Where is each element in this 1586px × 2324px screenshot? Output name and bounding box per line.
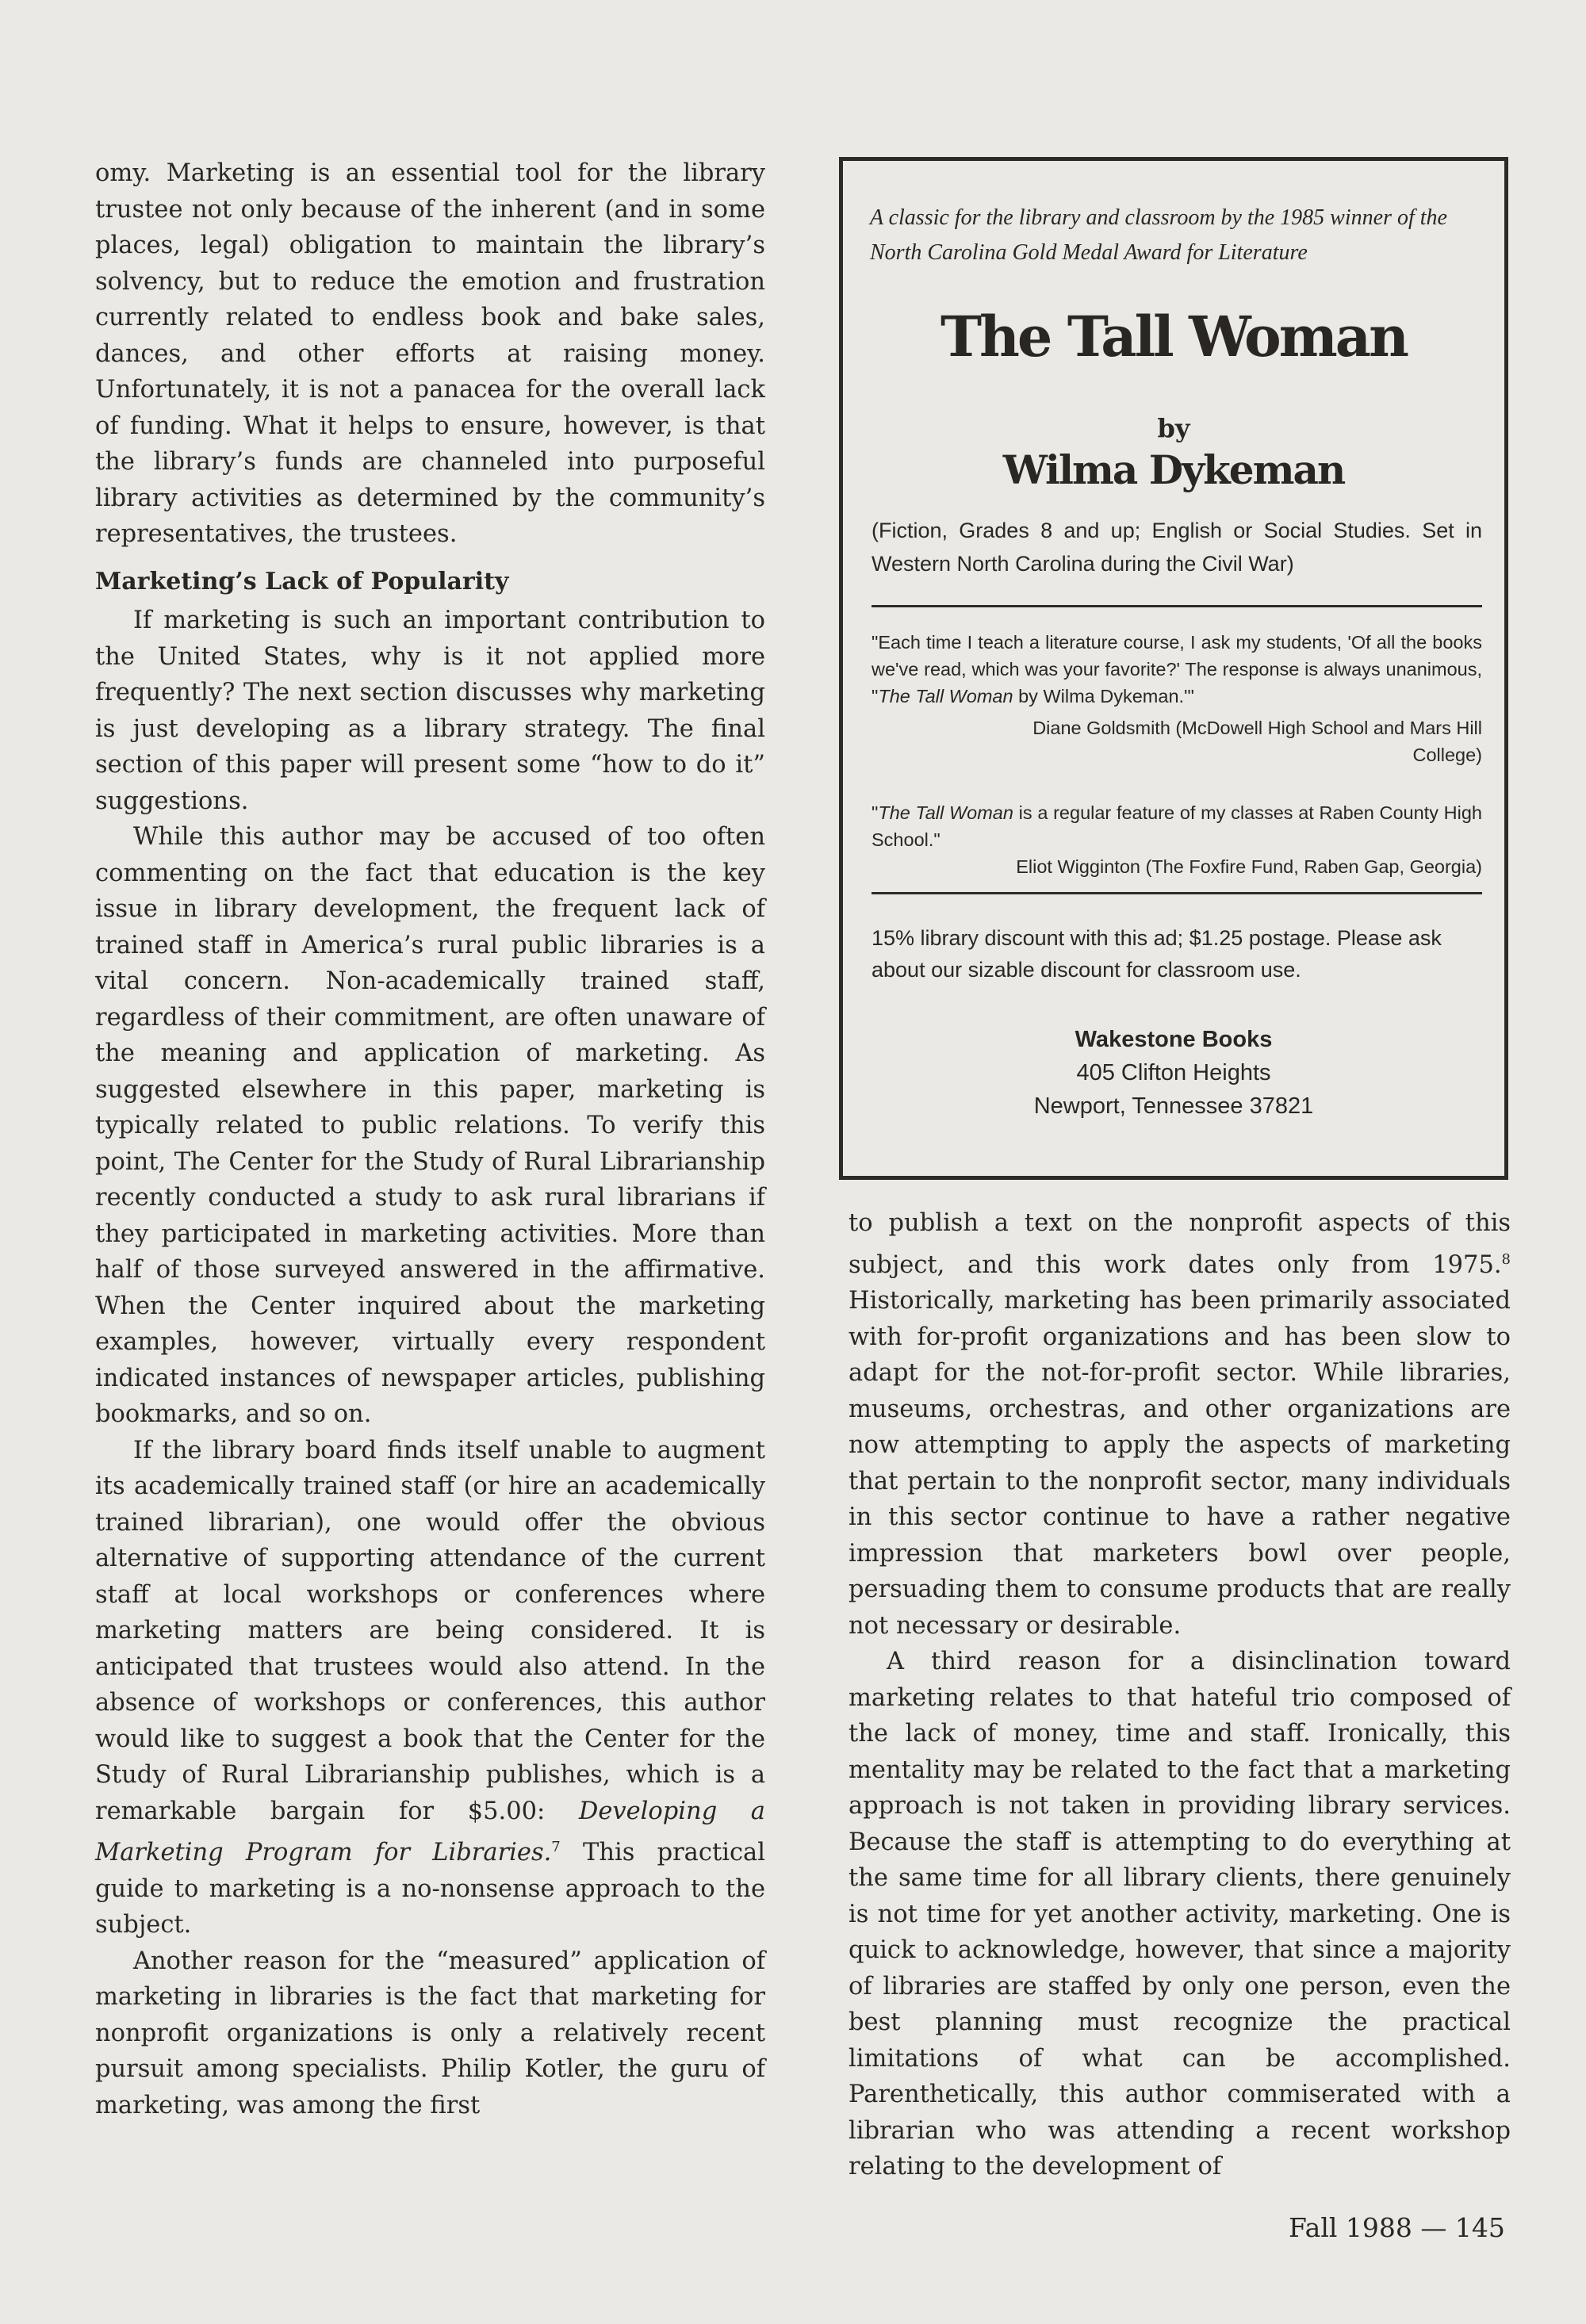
- footnote-ref: 7: [551, 1839, 561, 1855]
- divider: [872, 892, 1482, 894]
- paragraph-text: If the library board finds itself unable to augment its academically trained staff (or hire an academically trained librarian), one would offer the obvious alternative of supporting attendance of the current staff at local workshops or conferences where marketing matters are being considered. It is anticipated that trustees would also attend. In the absence of workshops or conferences, this author would like to suggest a book that the Center for the Study of Rural Librarianship publishes, which is a remarkable bargain for $5.00:: [95, 1436, 765, 1825]
- quote-text: ": [872, 802, 879, 823]
- paragraph-text: to publish a text on the nonprofit aspects of this subject, and this work dates only from 1975.: [849, 1209, 1511, 1279]
- book-advertisement: [839, 157, 1508, 1180]
- paragraph: omy. Marketing is an essential tool for the library trustee not only because of the inherent (and in some places, legal) obligation to maintain the library’s solvency, but to reduce the emotion and frustration currently related to endless book and bake sales, dances, and other efforts at raising money. Unfortunately, it is not a panacea for the overall lack of funding. What it helps to ensure, however, is that the library’s funds are channeled into purposeful library activities as determined by the community’s representatives, the trustees.: [95, 159, 765, 548]
- paragraph: If marketing is such an important contribution to the United States, why is it not applied more frequently? The next section discusses why marketing is just developing as a library strategy. The final section of this paper will present some “how to do it” suggestions.: [95, 607, 765, 815]
- quote-attribution: Eliot Wigginton (The Foxfire Fund, Raben Gap, Georgia): [1016, 856, 1482, 877]
- ad-discount: 15% library discount with this ad; $1.25 postage. Please ask about our sizable discount for classroom use.: [872, 926, 1442, 982]
- testimonial: [872, 629, 1482, 768]
- publisher-address: 405 Clifton Heights: [1076, 1060, 1271, 1085]
- left-column: [95, 155, 765, 2123]
- paragraph-text: This practical guide to marketing is a no-nonsense approach to the subject.: [95, 1839, 765, 1939]
- publisher-city: Newport, Tennessee 37821: [1033, 1093, 1314, 1119]
- ad-by: by: [1157, 413, 1190, 443]
- quote-book-title: The Tall Woman: [878, 686, 1013, 706]
- quote-attribution: Diane Goldsmith (McDowell High School and Mars Hill College): [1032, 718, 1482, 765]
- ad-description: (Fiction, Grades 8 and up; English or Social Studies. Set in Western North Carolina during the Civil War): [872, 519, 1482, 576]
- right-column: [849, 1205, 1511, 2185]
- divider: [872, 605, 1482, 607]
- ad-author: Wilma Dykeman: [1002, 446, 1345, 493]
- paragraph: While this author may be accused of too often commenting on the fact that education is the key issue in library development, the frequent lack of trained staff in America’s rural public libraries is a vital concern. Non-academically trained staff, regardless of their commitment, are often unaware of the meaning and application of marketing. As suggested elsewhere in this paper, marketing is typically related to public relations. To verify this point, The Center for the Study of Rural Librarianship recently conducted a study to ask rural librarians if they participated in marketing activities. More than half of those surveyed answered in the affirmative. When the Center inquired about the marketing examples, however, virtually every respondent indicated instances of newspaper articles, publishing bookmarks, and so on.: [95, 823, 765, 1428]
- paragraph: A third reason for a disinclination toward marketing relates to that hateful trio composed of the lack of money, time and staff. Ironically, this mentality may be related to the fact that a marketing approach is not taken in providing library services. Because the staff is attempting to do everything at the same time for all library clients, there genuinely is not time for yet another activity, marketing. One is quick to acknowledge, however, that since a majority of libraries are staffed by only one person, even the best planning must recognize the practical limitations of what can be accomplished. Parenthetically, this author commiserated with a librarian who was attending a recent workshop relating to the development of: [849, 1648, 1511, 2181]
- book-title: Developing a Marketing Program for Libraries.: [95, 1797, 765, 1867]
- ad-book-title: The Tall Woman: [940, 304, 1408, 369]
- ad-lead: A classic for the library and classroom by the 1985 winner of the North Carolina Gold Medal Award for Literature: [870, 205, 1447, 265]
- quote-text: by Wilma Dykeman.'": [1013, 686, 1194, 706]
- paragraph: Another reason for the “measured” application of marketing in libraries is the fact that marketing for nonprofit organizations is only a relatively recent pursuit among specialists. Philip Kotler, the guru of marketing, was among the first: [95, 1947, 765, 2119]
- testimonial: [872, 799, 1482, 880]
- quote-book-title: The Tall Woman: [878, 802, 1013, 823]
- ad-publisher: [843, 1023, 1504, 1123]
- paragraph: [95, 1433, 765, 1943]
- paragraph-text: Historically, marketing has been primarily associated with for-profit organizations and has been slow to adapt for the not-for-profit sector. While libraries, museums, orchestras, and other organizations are now attempting to apply the aspects of marketing that pertain to the nonprofit sector, many individuals in this sector continue to have a rather negative impression that marketers bowl over people, persuading them to consume products that are really not necessary or desirable.: [849, 1287, 1511, 1640]
- page-footer: Fall 1988 — 145: [1289, 2212, 1505, 2243]
- footnote-ref: 8: [1501, 1250, 1511, 1268]
- quote-text: "Each time I teach a literature course, I ask my students, 'Of all the books we've read, which was your favorite?' The response is always unanimous, ": [872, 632, 1482, 706]
- quote-text: is a regular feature of my classes at Raben County High School.": [872, 802, 1482, 850]
- section-heading: Marketing’s Lack of Popularity: [95, 567, 509, 595]
- paragraph: [849, 1205, 1511, 1644]
- publisher-name: Wakestone Books: [1075, 1027, 1273, 1052]
